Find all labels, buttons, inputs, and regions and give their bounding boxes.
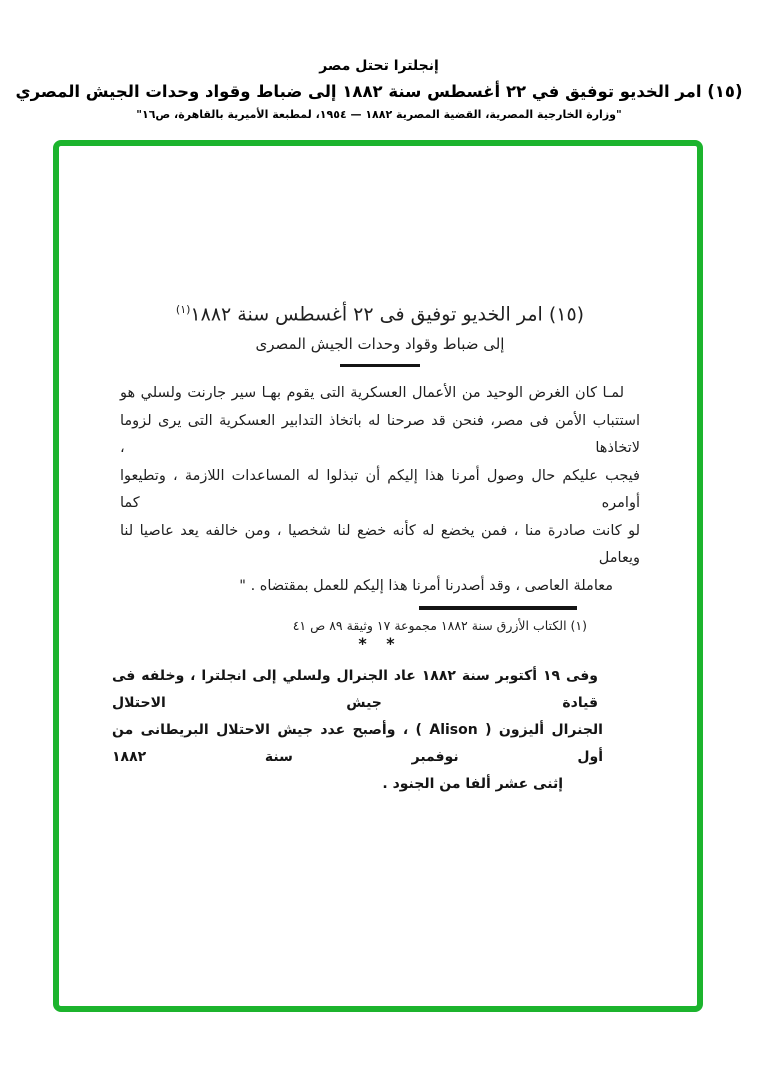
- decree-addressee: إلى ضباط وقواد وحدات الجيش المصرى: [255, 335, 505, 354]
- decree-line: لمـا كان الغرض الوحيد من الأعمال العسكرية التى يقوم بهـا سير جارنت ولسلي هو: [120, 385, 624, 402]
- decree-line: فيجب عليكم حال وصول أمرنا هذا إليكم أن تبذلوا له المساعدات اللازمة ، وتطيعوا أوامره كما: [120, 467, 640, 512]
- caption-source: "وزارة الخارجية المصرية، القضية المصرية ١٨٨٢ — ١٩٥٤، لمطبعة الأميرية بالقاهرة، ص١٦": [136, 108, 622, 121]
- commentary-line: الجنرال أليزون ( Alison ) ، وأصبح عدد جيش الاحتلال البريطانى من أول نوفمبر سنة ١٨٨٢: [112, 722, 603, 766]
- decree-title-text: (١٥) امر الخديو توفيق فى ٢٢ أغسطس سنة ١٨٨٢: [190, 303, 585, 326]
- commentary-line: وفى ١٩ أكتوبر سنة ١٨٨٢ عاد الجنرال ولسلي إلى انجلترا ، وخلفه فى قيادة جيش الاحتلال: [112, 668, 598, 712]
- scanned-page: [112, 296, 640, 798]
- caption-block: [0, 56, 758, 123]
- section-stars: * *: [358, 634, 402, 654]
- decree-line: استتباب الأمن فى مصر، فنحن قد صرحنا له باتخاذ التدابير العسكرية التى يرى لزوما لاتخاذها ،: [120, 412, 640, 457]
- scanned-page-frame: [53, 140, 703, 1012]
- commentary-line: إثنى عشر ألفا من الجنود .: [382, 776, 563, 793]
- decree-title: [120, 296, 640, 328]
- footnote-marker: (١): [175, 303, 191, 316]
- caption-subtitle: (١٥) امر الخديو توفيق في ٢٢ أغسطس سنة ١٨٨٢ إلى ضباط وقواد وحدات الجيش المصري: [15, 82, 743, 101]
- footnote-citation: (١) الكتاب الأزرق سنة ١٨٨٢ مجموعة ١٧ وثيقة ٨٩ ص ٤١: [292, 618, 587, 634]
- decree-line: لو كانت صادرة منا ، فمن يخضع له كأنه خضع لنا شخصيا ، ومن خالفه يعد عاصيا لنا ويعامل: [120, 522, 640, 567]
- decree-line: معاملة العاصى ، وقد أصدرنا أمرنا هذا إليكم للعمل بمقتضاه . ": [239, 577, 613, 594]
- caption-title: إنجلترا تحتل مصر: [319, 58, 439, 74]
- footnote-divider: [419, 606, 577, 610]
- decree-paragraph: [120, 380, 640, 600]
- title-divider: [340, 364, 420, 367]
- commentary-paragraph: [112, 663, 603, 798]
